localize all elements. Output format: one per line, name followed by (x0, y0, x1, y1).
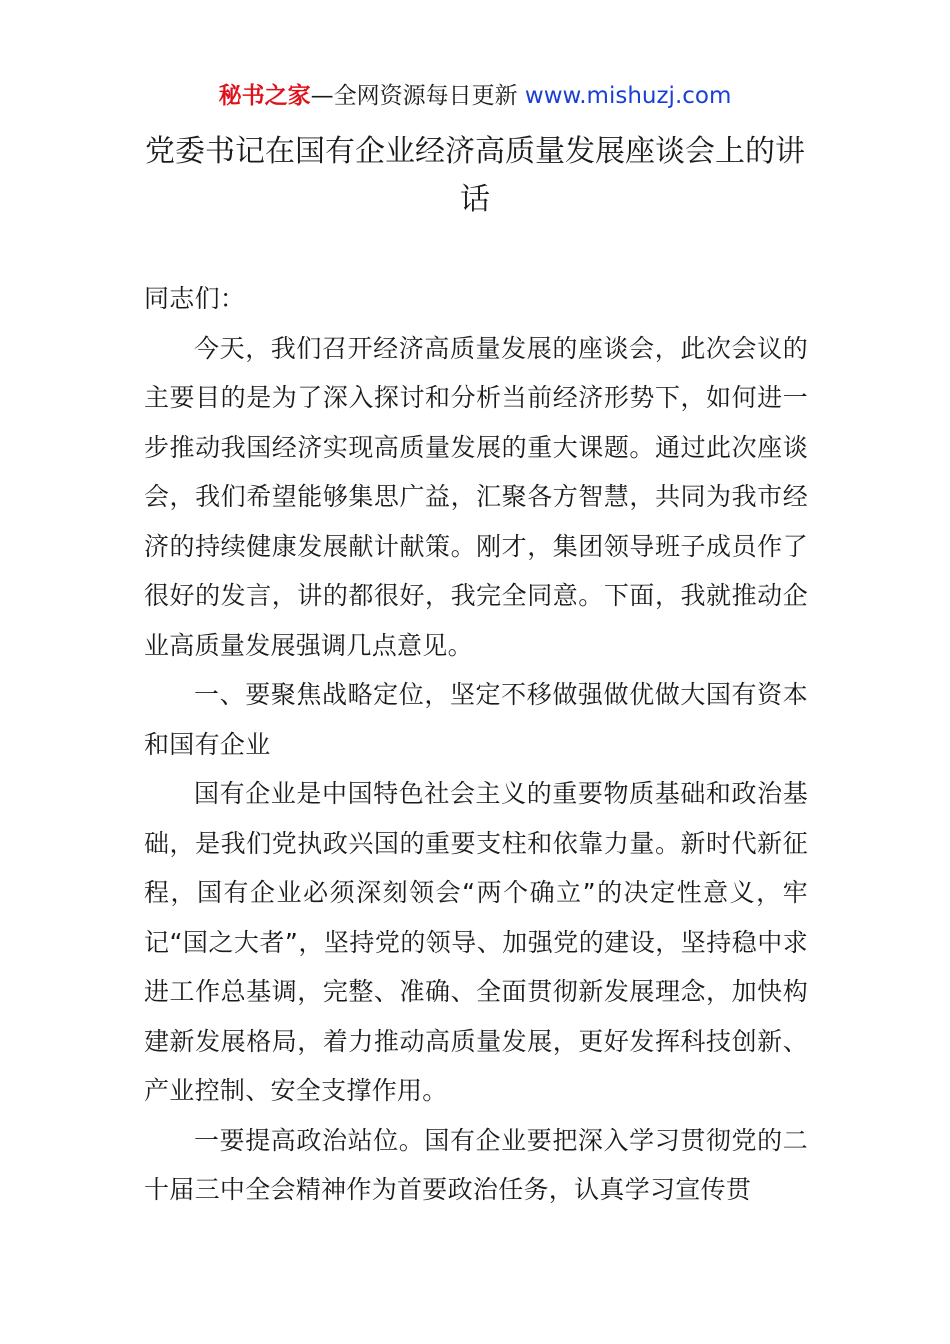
paragraph: 一要提高政治站位。国有企业要把深入学习贯彻党的二十届三中全会精神作为首要政治任务，认真学习宣传贯 (144, 1125, 808, 1204)
section-heading: 一、要聚焦战略定位，坚定不移做强做优做大国有资本和国有企业 (144, 680, 808, 759)
salutation: 同志们： (144, 284, 246, 313)
paragraph: 国有企业是中国特色社会主义的重要物质基础和政治基础，是我们党执政兴国的重要支柱和依靠力量。新时代新征程，国有企业必须深刻领会“两个确立”的决定性意义，牢记“国之大者”，坚持党的领导、加强党的建设，坚持稳中求进工作总基调，完整、准确、全面贯彻新发展理念，加快构建新发展格局，着力推动高质量发展，更好发挥科技创新、产业控制、安全支撑作用。 (144, 779, 808, 1105)
brand-name: 秘书之家 (218, 83, 311, 109)
site-url-link[interactable]: www.mishuzj.com (524, 83, 732, 109)
paragraph-intro: 今天，我们召开经济高质量发展的座谈会，此次会议的主要目的是为了深入探讨和分析当前经济形势下，如何进一步推动我国经济实现高质量发展的重大课题。通过此次座谈会，我们希望能够集思广益，汇聚各方智慧，共同为我市经济的持续健康发展献计献策。刚才，集团领导班子成员作了很好的发言，讲的都很好，我完全同意。下面，我就推动企业高质量发展强调几点意见。 (144, 333, 808, 660)
header-tagline: —全网资源每日更新 (310, 83, 525, 109)
document-title: 党委书记在国有企业经济高质量发展座谈会上的讲话 (145, 134, 805, 217)
document-body (144, 274, 808, 1215)
site-header (0, 80, 950, 112)
